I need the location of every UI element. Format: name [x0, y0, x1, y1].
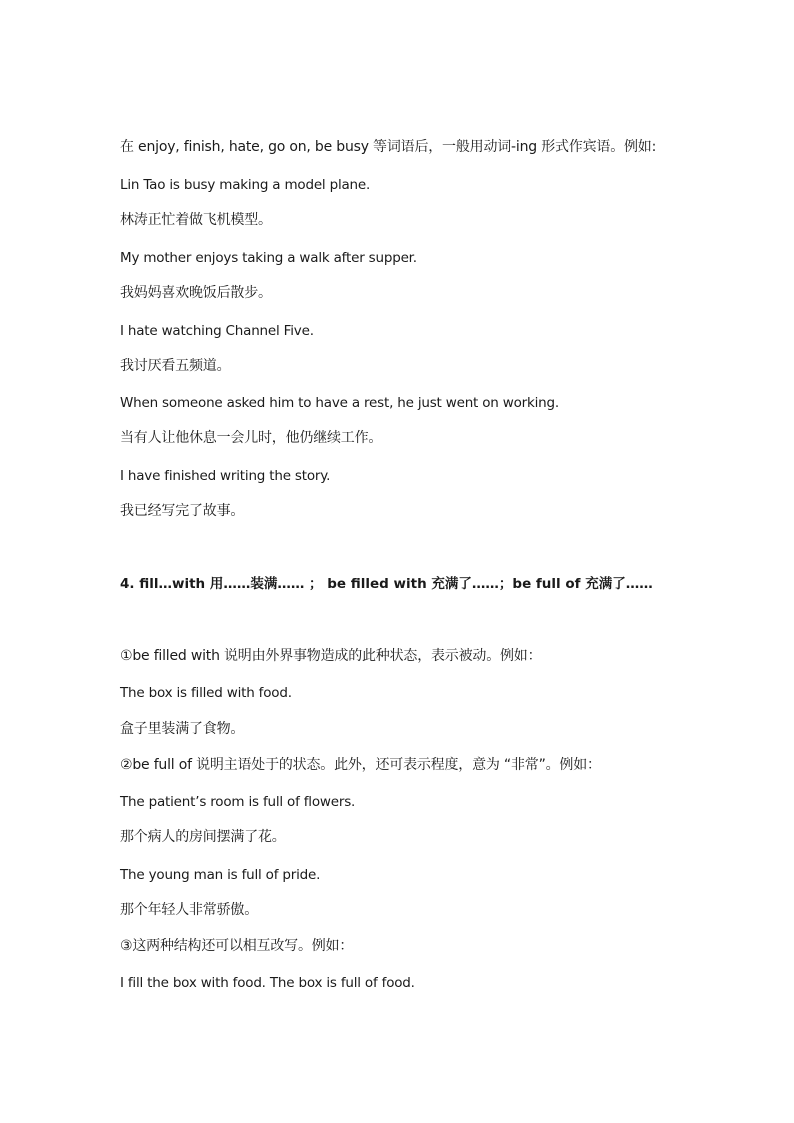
example-english: Lin Tao is busy making a model plane.	[120, 177, 371, 193]
example-english: The patient’s room is full of flowers.	[120, 794, 356, 810]
example-chinese: 我妈妈喜欢晚饭后散步。	[120, 285, 272, 301]
example-english: I have finished writing the story.	[120, 468, 331, 484]
rule-point-3: ③这两种结构还可以相互改写。例如：	[120, 938, 354, 954]
example-english: My mother enjoys taking a walk after supper.	[120, 250, 417, 266]
rule-point-2: ②be full of 说明主语处于的状态。此外，还可表示程度，意为 “非常”。例如：	[120, 757, 601, 773]
example-english: The box is filled with food.	[120, 685, 292, 701]
example-chinese: 我已经写完了故事。	[120, 503, 245, 519]
intro-rule-text: 在 enjoy, finish, hate, go on, be busy 等词语后，一般用动词-ing 形式作宾语。例如:	[120, 139, 657, 155]
example-chinese: 我讨厌看五频道。	[120, 358, 231, 374]
example-chinese: 林涛正忙着做飞机模型。	[120, 212, 272, 228]
example-chinese: 那个年轻人非常骄傲。	[120, 902, 258, 918]
example-english: I hate watching Channel Five.	[120, 323, 314, 339]
example-chinese: 盒子里装满了食物。	[120, 721, 245, 737]
example-english: I fill the box with food. The box is full of food.	[120, 975, 415, 991]
section-heading: 4. fill…with 用……装满…… ； be filled with 充满了……；be full of 充满了……	[120, 576, 653, 592]
example-chinese: 那个病人的房间摆满了花。	[120, 829, 286, 845]
example-chinese: 当有人让他休息一会儿时，他仍继续工作。	[120, 430, 383, 446]
example-english: The young man is full of pride.	[120, 867, 321, 883]
example-english: When someone asked him to have a rest, he just went on working.	[120, 395, 559, 411]
rule-point-1: ①be filled with 说明由外界事物造成的此种状态，表示被动。例如：	[120, 648, 542, 664]
